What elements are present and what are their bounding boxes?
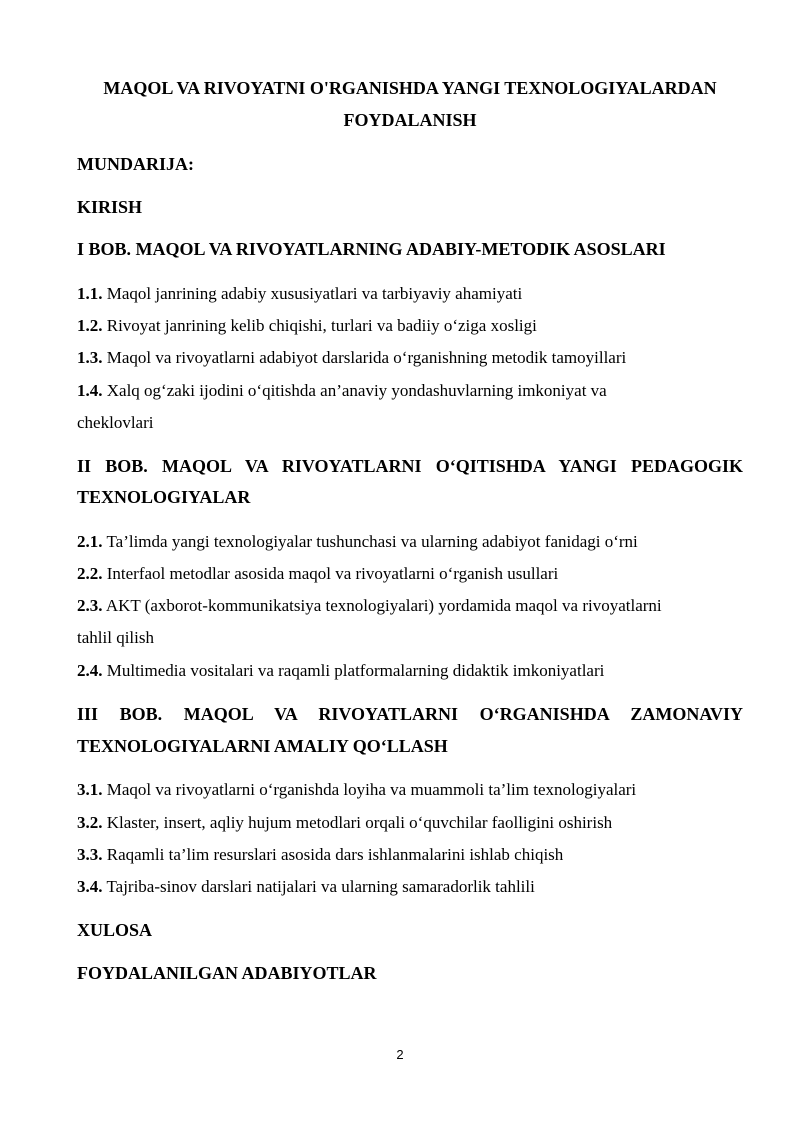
- toc-item-1-4: [77, 381, 743, 401]
- toc-item-1-4-continued: cheklovlari: [77, 413, 154, 432]
- item-text: Klaster, insert, aqliy hujum metodlari orqali o‘quvchilar faolligini oshirish: [106, 813, 613, 832]
- toc-chapter-1: I BOB. MAQOL VA RIVOYATLARNING ADABIY-METODIK ASOSLARI: [77, 239, 666, 259]
- toc-intro: KIRISH: [77, 197, 143, 217]
- toc-item-1-2: [77, 316, 743, 336]
- item-text: Rivoyat janrining kelib chiqishi, turlari va badiiy o‘ziga xosligi: [106, 316, 537, 335]
- item-text: Ta’limda yangi texnologiyalar tushunchasi va ularning adabiyot fanidagi o‘rni: [106, 532, 638, 551]
- item-text: AKT (axborot-kommunikatsiya texnologiyalari) yordamida maqol va rivoyatlarni: [105, 596, 662, 615]
- item-number: 3.4.: [77, 877, 103, 896]
- toc-item-3-1: [77, 780, 743, 800]
- item-number: 3.3.: [77, 845, 103, 864]
- item-number: 1.4.: [77, 381, 103, 400]
- toc-chapter-3-continued: TEXNOLOGIYALARNI AMALIY QO‘LLASH: [77, 736, 448, 756]
- toc-item-3-2: [77, 813, 743, 833]
- toc-chapter-2: II BOB. MAQOL VA RIVOYATLARNI O‘QITISHDA YANGI PEDAGOGIK: [77, 456, 743, 476]
- toc-item-2-3-continued: tahlil qilish: [77, 628, 154, 647]
- item-text: Raqamli ta’lim resurslari asosida dars ishlanmalarini ishlab chiqish: [106, 845, 564, 864]
- item-number: 2.2.: [77, 564, 103, 583]
- title-line-1: MAQOL VA RIVOYATNI O'RGANISHDA YANGI TEXNOLOGIYALARDAN: [103, 78, 717, 98]
- item-text: Maqol va rivoyatlarni o‘rganishda loyiha va muammoli ta’lim texnologiyalari: [106, 780, 637, 799]
- toc-chapter-2-continued: TEXNOLOGIYALAR: [77, 487, 251, 507]
- document-title: [77, 72, 743, 136]
- item-text: Maqol va rivoyatlarni adabiyot darslarida o‘rganishning metodik tamoyillari: [106, 348, 627, 367]
- item-number: 2.1.: [77, 532, 103, 551]
- toc-conclusion: XULOSA: [77, 920, 153, 940]
- item-text: Xalq og‘zaki ijodini o‘qitishda an’anaviy yondashuvlarning imkoniyat va: [106, 381, 607, 400]
- toc-chapter-3: III BOB. MAQOL VA RIVOYATLARNI O‘RGANISHDA ZAMONAVIY: [77, 704, 743, 724]
- toc-item-2-2: [77, 564, 743, 584]
- item-text: Tajriba-sinov darslari natijalari va ularning samaradorlik tahlili: [106, 877, 535, 896]
- item-number: 1.1.: [77, 284, 103, 303]
- item-number: 2.4.: [77, 661, 103, 680]
- item-text: Interfaol metodlar asosida maqol va rivoyatlarni o‘rganish usullari: [106, 564, 559, 583]
- item-text: Maqol janrining adabiy xususiyatlari va tarbiyaviy ahamiyati: [106, 284, 523, 303]
- item-number: 1.2.: [77, 316, 103, 335]
- title-line-2: FOYDALANISH: [343, 110, 477, 130]
- toc-item-1-3: [77, 348, 743, 368]
- item-number: 1.3.: [77, 348, 103, 367]
- toc-item-3-3: [77, 845, 743, 865]
- page-number: 2: [396, 1047, 404, 1062]
- contents-heading: MUNDARIJA:: [77, 154, 194, 174]
- toc-references: FOYDALANILGAN ADABIYOTLAR: [77, 963, 377, 983]
- item-number: 2.3.: [77, 596, 103, 615]
- item-number: 3.1.: [77, 780, 103, 799]
- item-number: 3.2.: [77, 813, 103, 832]
- item-text: Multimedia vositalari va raqamli platformalarning didaktik imkoniyatlari: [106, 661, 605, 680]
- toc-item-2-3: [77, 596, 743, 616]
- toc-item-1-1: [77, 284, 743, 304]
- toc-item-3-4: [77, 877, 743, 897]
- toc-item-2-4: [77, 661, 743, 681]
- toc-item-2-1: [77, 532, 743, 552]
